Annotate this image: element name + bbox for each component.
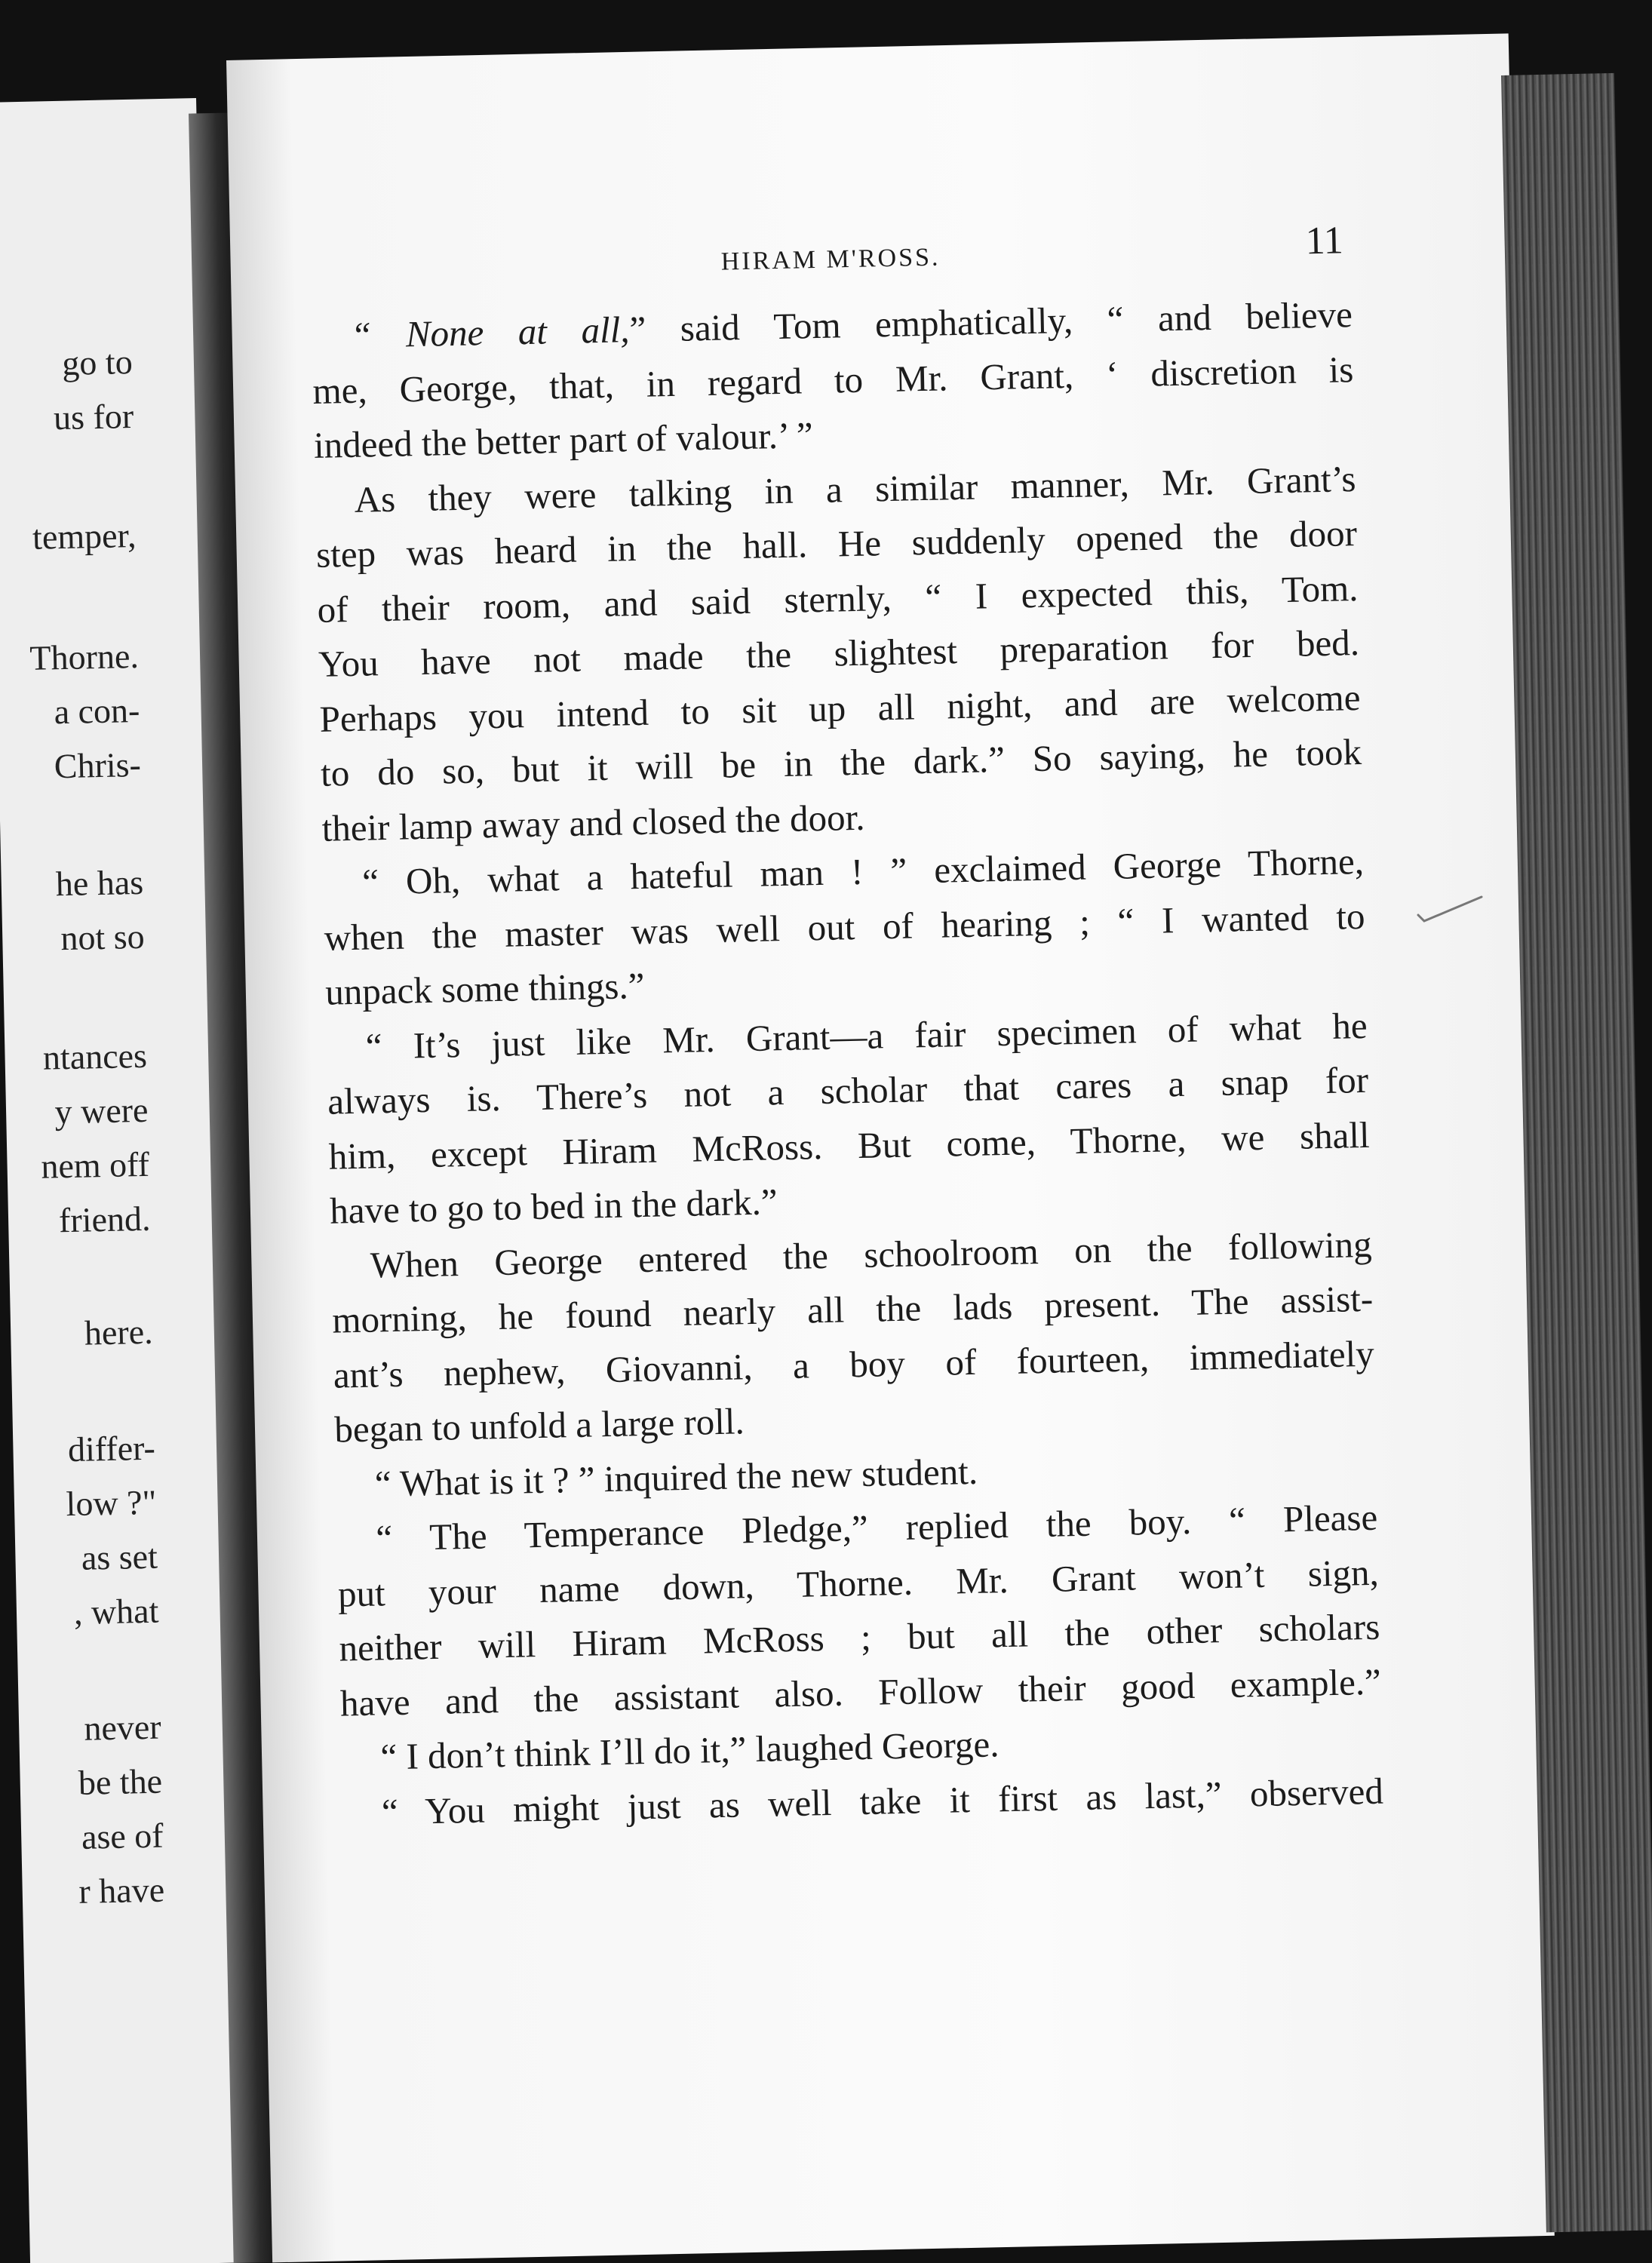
left-fragment: nem off [40,1144,150,1186]
text-line: put your name down, Thorne. Mr. Grant won’t sign, [337,1551,1380,1615]
text-line: when the master was well out of hearing ; “ I wanted to [324,895,1366,959]
text-line: their lamp away and closed the door. [321,796,865,849]
text-line: of their room, and said sternly, “ I expected this, Tom. [317,567,1359,631]
left-fragment: as set [81,1537,158,1577]
left-fragment: Chris- [54,745,142,786]
left-fragment: differ- [67,1428,156,1469]
text-line: unpack some things.” [324,964,645,1013]
text-line: indeed the better part of valour.’ ” [313,414,814,466]
text-line: “ It’s just like Mr. Grant—a fair specimen of what he [365,1004,1368,1067]
left-fragment: y were [54,1090,149,1132]
left-fragment: Thorne. [29,636,140,677]
left-fragment: low ?" [66,1482,157,1524]
text-line: step was heard in the hall. He suddenly opened the door [315,512,1358,576]
text-line: “ I don’t think I’ll do it,” laughed George. [379,1723,1000,1778]
pencil-check-mark [1417,894,1485,924]
right-page-text [309,204,1384,1840]
text-line: ant’s nephew, Giovanni, a boy of fourteen, immediately [333,1332,1375,1396]
text-line: neither will Hiram McRoss ; but all the other scholars [338,1605,1380,1669]
text-line: “ Oh, what a hateful man ! ” exclaimed George Thorne, [361,840,1365,903]
text-line: “ You might just as well take it first as last,” observed [381,1770,1384,1832]
text-line: When George entered the schoolroom on the following [370,1223,1373,1286]
left-fragment: here. [84,1312,154,1353]
left-fragment: friend. [58,1199,151,1240]
left-fragment: a con- [54,690,140,732]
page-number: 11 [1305,219,1344,263]
left-fragment: be the [78,1761,163,1802]
text-line: As they were talking in a similar manner, Mr. Grant’s [354,457,1356,520]
text-line: him, except Hiram McRoss. But come, Thorne, we shall [328,1113,1371,1178]
text-line: You have not made the slightest preparation for bed. [318,621,1360,685]
left-fragment: ase of [81,1816,164,1856]
text-line: Perhaps you intend to sit up all night, and are welcome [319,676,1361,740]
left-fragment: , what [73,1591,159,1632]
text-span: ” said Tom emphatically, “ and believe [628,293,1353,351]
text-line: morning, he found nearly all the lads present. The assist- [331,1277,1374,1341]
left-fragment: go to [61,342,134,382]
left-fragment: temper, [32,515,137,557]
text-line: began to unfold a large roll. [333,1400,745,1451]
text-line: “ What is it ? ” inquired the new student. [374,1450,978,1505]
text-line: always is. There’s not a scholar that cares a snap for [327,1058,1369,1122]
left-fragment: ntances [42,1036,148,1077]
text-line: me, George, that, in regard to Mr. Grant, ‘ discretion is [312,348,1354,412]
left-fragment: us for [53,396,134,438]
left-fragment: he has [55,862,144,904]
text-line: have and the assistant also. Follow their good example.” [339,1660,1382,1724]
left-fragment: never [83,1707,162,1748]
running-head: HIRAM M'ROSS. [720,243,941,276]
left-fragment: not so [60,917,146,958]
text-line: to do so, but it will be in the dark.” So saying, he took [320,730,1362,794]
text-line: have to go to bed in the dark.” [329,1181,778,1232]
text-line: “ The Temperance Pledge,” replied the boy. “ Please [375,1496,1378,1559]
left-fragment: r have [78,1870,165,1911]
italic-phrase: “ None at all, [350,309,631,356]
